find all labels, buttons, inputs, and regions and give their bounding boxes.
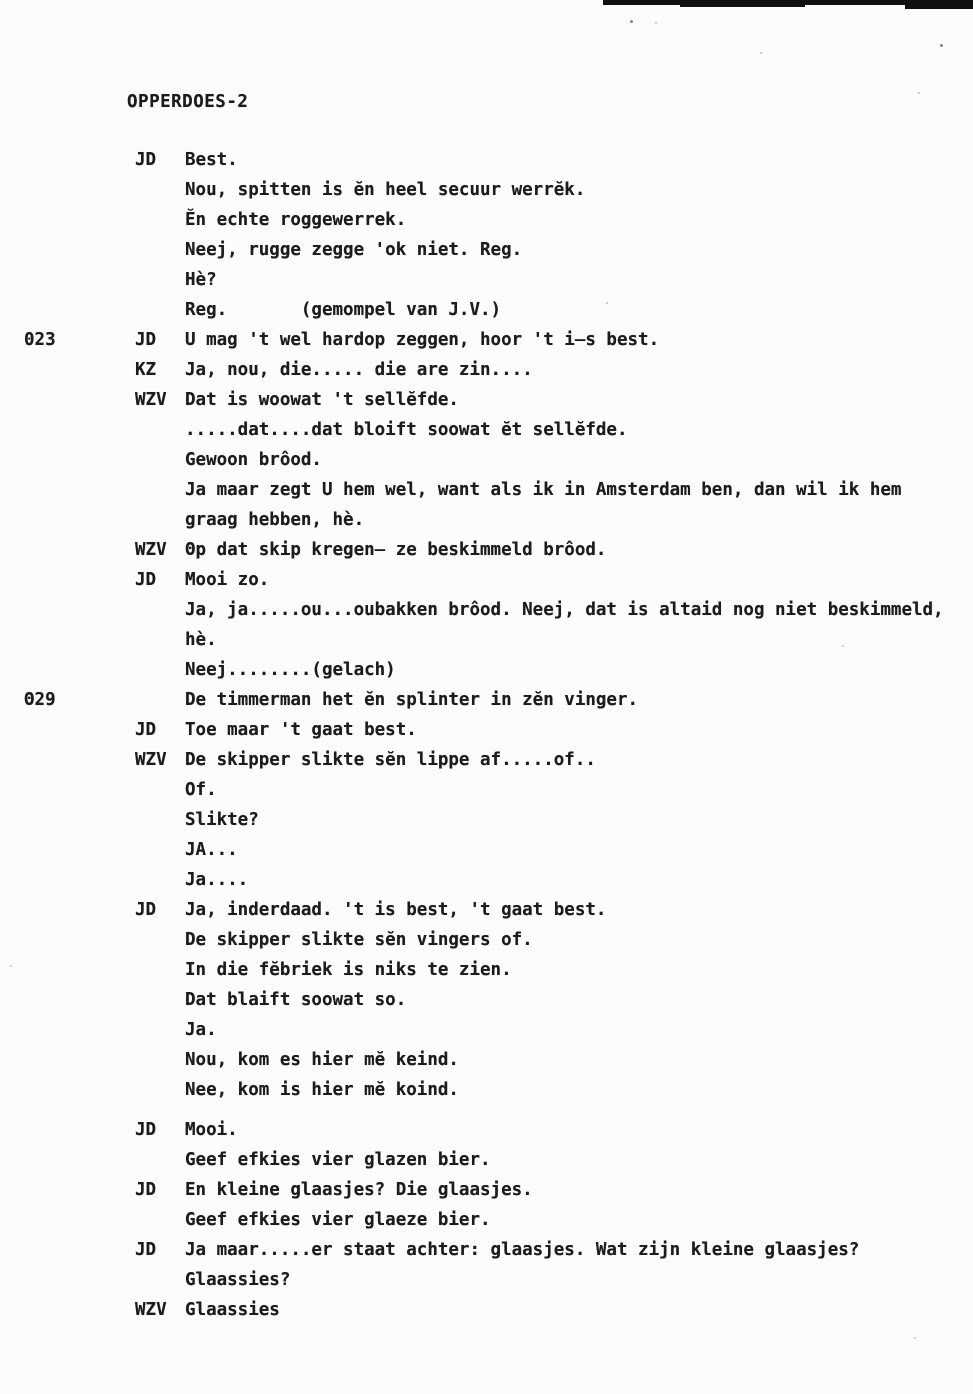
margin-number — [24, 415, 135, 445]
speaker-label — [135, 775, 185, 805]
margin-number — [24, 565, 135, 595]
transcript-line — [0, 265, 973, 295]
speaker-label: JD — [135, 1120, 157, 1140]
speaker-label — [135, 1145, 185, 1175]
line-text: Mooi. — [185, 1120, 238, 1140]
line-text: De timmerman het ĕn splinter in zĕn vinger. — [185, 690, 639, 710]
speaker-label — [135, 595, 185, 625]
transcript-line — [0, 565, 973, 595]
speaker-label: KZ — [135, 360, 157, 380]
line-text: .....dat....dat bloift soowat ĕt sellĕfde. — [185, 420, 628, 440]
transcript-line — [0, 1175, 973, 1205]
line-text: Slikte? — [185, 810, 259, 830]
margin-number — [24, 1175, 135, 1205]
speaker-label — [135, 955, 185, 985]
speaker-label — [135, 865, 185, 895]
transcript-line — [0, 715, 973, 745]
transcript-line — [0, 805, 973, 835]
noise-speck — [940, 44, 943, 47]
margin-number — [24, 895, 135, 925]
speaker-label — [135, 655, 185, 685]
speaker-label — [135, 235, 185, 265]
transcript-line — [0, 655, 973, 685]
speaker-label: JD — [135, 1180, 157, 1200]
margin-number: Θ29 — [24, 690, 56, 710]
margin-number — [24, 715, 135, 745]
transcript-line — [0, 205, 973, 235]
line-text: De skipper slikte sĕn lippe af.....of.. — [185, 750, 596, 770]
speaker-label — [135, 415, 185, 445]
margin-number — [24, 775, 135, 805]
margin-number — [24, 625, 135, 655]
speaker-label — [135, 1015, 185, 1045]
speaker-label: WZV — [135, 1300, 167, 1320]
transcript-line — [0, 415, 973, 445]
transcript-line — [0, 535, 973, 565]
transcript-line — [0, 685, 973, 715]
transcript-line — [0, 145, 973, 175]
noise-speck — [918, 92, 920, 94]
line-text: De skipper slikte sĕn vingers of. — [185, 930, 533, 950]
scan-edge-band — [680, 0, 805, 7]
line-text: Best. — [185, 150, 238, 170]
speaker-label — [135, 625, 185, 655]
transcript-line — [0, 955, 973, 985]
margin-number — [24, 175, 135, 205]
line-text: Neej, rugge zegge 'ok niet. Reg. — [185, 240, 523, 260]
speaker-label — [135, 175, 185, 205]
noise-speck — [760, 52, 762, 54]
noise-speck — [914, 1337, 916, 1339]
line-text: Glaassies? — [185, 1270, 291, 1290]
margin-number — [24, 1075, 135, 1105]
line-text: Nee, kom is hier mĕ koind. — [185, 1080, 459, 1100]
margin-number — [24, 145, 135, 175]
speaker-label: JD — [135, 720, 157, 740]
transcript-line — [0, 985, 973, 1015]
margin-number — [24, 955, 135, 985]
line-text: Dat is woowat 't sellĕfde. — [185, 390, 459, 410]
speaker-label: JD — [135, 330, 157, 350]
margin-number — [24, 1265, 135, 1295]
speaker-label — [135, 505, 185, 535]
transcript-line — [0, 895, 973, 925]
speaker-label — [135, 475, 185, 505]
margin-number: 023 — [24, 330, 56, 350]
line-text: Of. — [185, 780, 217, 800]
line-text: Geef efkies vier glazen bier. — [185, 1150, 491, 1170]
margin-number — [24, 295, 135, 325]
transcript-line — [0, 1295, 973, 1325]
margin-number — [24, 595, 135, 625]
margin-number — [24, 1045, 135, 1075]
transcript-line — [0, 745, 973, 775]
speaker-label — [135, 445, 185, 475]
scan-edge-band — [603, 0, 663, 3]
transcript-line — [0, 235, 973, 265]
line-text: Reg. (gemompel van J.V.) — [185, 300, 502, 320]
speaker-label: JD — [135, 570, 157, 590]
speaker-label — [135, 295, 185, 325]
scan-edge-band — [905, 0, 973, 9]
line-text: Nou, kom es hier mĕ keind. — [185, 1050, 459, 1070]
margin-number — [24, 985, 135, 1015]
transcript-line — [0, 835, 973, 865]
transcript-line — [0, 1265, 973, 1295]
transcript-line — [0, 925, 973, 955]
speaker-label: JD — [135, 1240, 157, 1260]
transcript-line — [0, 1015, 973, 1045]
line-text: Nou, spitten is ĕn heel secuur werrĕk. — [185, 180, 586, 200]
transcript-line — [0, 1075, 973, 1105]
line-text: Ja maar.....er staat achter: glaasjes. Wat zijn kleine glaasjes? — [185, 1240, 860, 1260]
speaker-label — [135, 805, 185, 835]
speaker-label: JD — [135, 900, 157, 920]
speaker-label — [135, 685, 185, 715]
speaker-label — [135, 205, 185, 235]
line-text: Neej........(gelach) — [185, 660, 396, 680]
speaker-label — [135, 985, 185, 1015]
margin-number — [24, 1115, 135, 1145]
line-text: Ja, nou, die..... die are zin.... — [185, 360, 533, 380]
transcript-line — [0, 1205, 973, 1235]
line-text: Geef efkies vier glaeze bier. — [185, 1210, 491, 1230]
margin-number — [24, 655, 135, 685]
transcript-line — [0, 505, 973, 535]
transcript-line — [0, 385, 973, 415]
line-text: graag hebben, hè. — [185, 510, 365, 530]
line-text: Glaassies — [185, 1300, 280, 1320]
line-text: hè. — [185, 630, 217, 650]
speaker-label: WZV — [135, 540, 167, 560]
margin-number — [24, 1205, 135, 1235]
margin-number — [24, 835, 135, 865]
margin-number — [24, 385, 135, 415]
transcript-line — [0, 445, 973, 475]
line-text: In die fĕbriek is niks te zien. — [185, 960, 512, 980]
margin-number — [24, 1015, 135, 1045]
line-text: Ĕn echte roggewerrek. — [185, 210, 407, 230]
transcript-line — [0, 325, 973, 355]
margin-number — [24, 505, 135, 535]
line-text: Toe maar 't gaat best. — [185, 720, 417, 740]
margin-number — [24, 205, 135, 235]
speaker-label — [135, 1205, 185, 1235]
transcript-lines — [0, 145, 973, 1325]
speaker-label — [135, 1075, 185, 1105]
margin-number — [24, 355, 135, 385]
speaker-label — [135, 1265, 185, 1295]
line-text: Dat blaift soowat so. — [185, 990, 407, 1010]
margin-number — [24, 445, 135, 475]
speaker-label: JD — [135, 150, 157, 170]
line-text: En kleine glaasjes? Die glaasjes. — [185, 1180, 533, 1200]
margin-number — [24, 535, 135, 565]
margin-number — [24, 865, 135, 895]
margin-number — [24, 1145, 135, 1175]
noise-speck — [630, 20, 633, 23]
line-text: Gewoon brôod. — [185, 450, 322, 470]
transcript-line — [0, 1115, 973, 1145]
margin-number — [24, 1295, 135, 1325]
line-text: Ja maar zegt U hem wel, want als ik in Amsterdam ben, dan wil ik hem — [185, 480, 902, 500]
line-text: Θp dat skip kregen̶ ze beskimmeld brôod. — [185, 540, 607, 560]
transcript-line — [0, 355, 973, 385]
speaker-label — [135, 265, 185, 295]
transcript-line — [0, 175, 973, 205]
line-text: Ja, inderdaad. 't is best, 't gaat best. — [185, 900, 607, 920]
transcript-line — [0, 865, 973, 895]
transcript-line — [0, 1235, 973, 1265]
speaker-label — [135, 835, 185, 865]
speaker-label: WZV — [135, 390, 167, 410]
transcript-line — [0, 775, 973, 805]
transcript-line — [0, 475, 973, 505]
transcript-line — [0, 1145, 973, 1175]
line-text: Ja, ja.....ou...oubakken brôod. Neej, dat is altaid nog niet beskimmeld, — [185, 600, 944, 620]
page-title: OPPERDOES-2 — [127, 92, 249, 112]
line-text: Ja. — [185, 1020, 217, 1040]
margin-number — [24, 745, 135, 775]
margin-number — [24, 235, 135, 265]
line-text: Mooi zo. — [185, 570, 270, 590]
speaker-label — [135, 1045, 185, 1075]
speaker-label: WZV — [135, 750, 167, 770]
line-text: JA... — [185, 840, 238, 860]
margin-number — [24, 925, 135, 955]
line-text: Ja.... — [185, 870, 249, 890]
margin-number — [24, 265, 135, 295]
line-text: Hè? — [185, 270, 217, 290]
margin-number — [24, 1235, 135, 1265]
transcript-line — [0, 1045, 973, 1075]
noise-speck — [655, 22, 657, 24]
margin-number — [24, 475, 135, 505]
speaker-label — [135, 925, 185, 955]
transcript-line — [0, 595, 973, 625]
margin-number — [24, 805, 135, 835]
transcript-line — [0, 625, 973, 655]
line-text: U mag 't wel hardop zeggen, hoor 't i̶s best. — [185, 330, 660, 350]
transcript-line — [0, 295, 973, 325]
